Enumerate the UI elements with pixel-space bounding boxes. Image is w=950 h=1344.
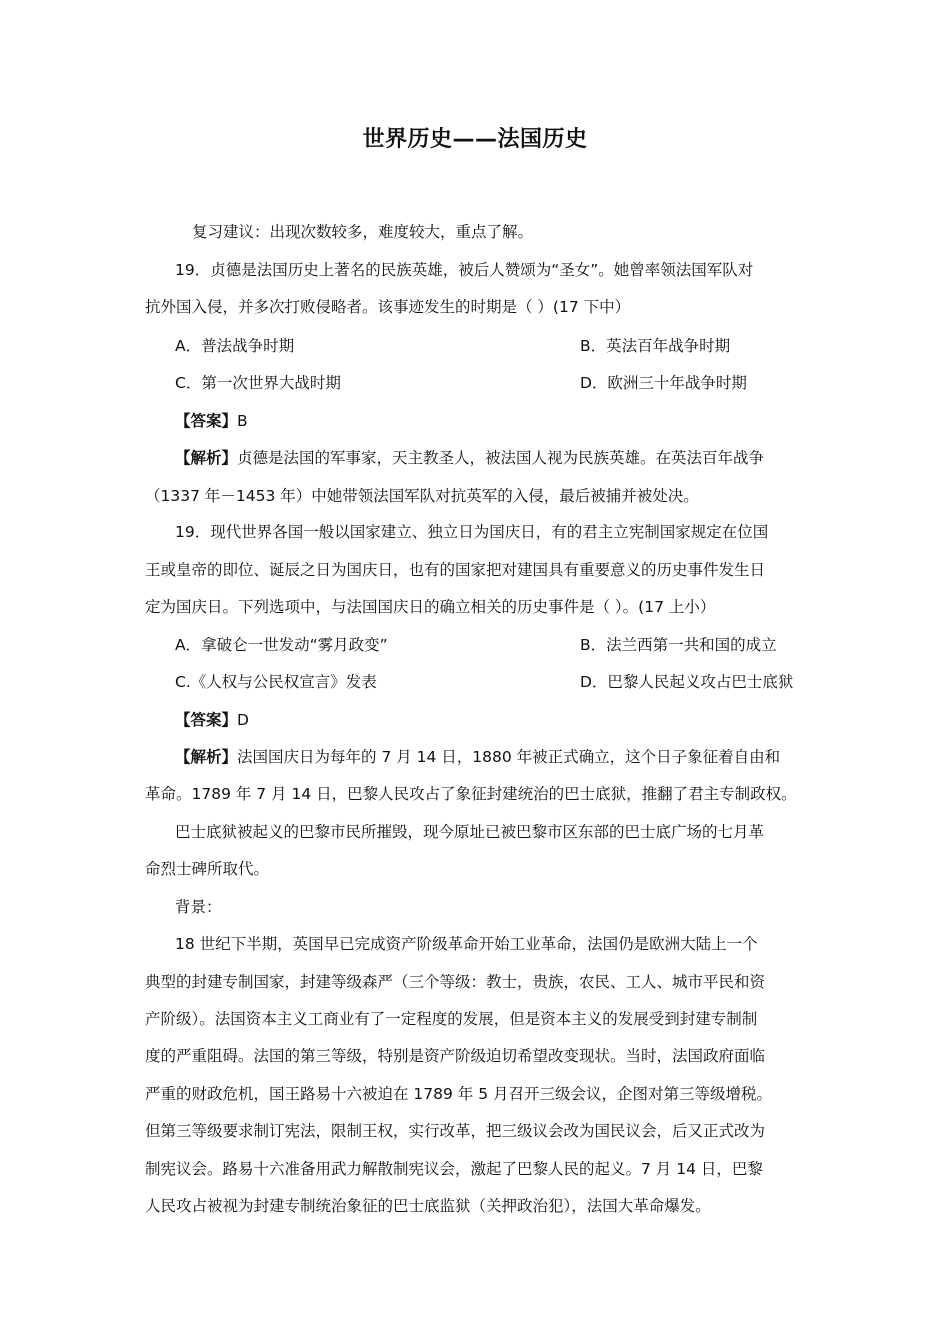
background-line-5: 严重的财政危机，国王路易十六被迫在 1789 年 5 月召开三级会议，企图对第三等级增税。: [145, 1085, 773, 1103]
q1-analysis-line-2: （1337 年－1453 年）中她带领法国军队对抗英军的入侵，最后被捕并被处决。: [145, 487, 699, 505]
background-line-3: 产阶级）。法国资本主义工商业有了一定程度的发展，但是资本主义的发展受到封建专制制: [145, 1010, 758, 1028]
background-line-6: 但第三等级要求制订宪法，限制王权，实行改革，把三级议会改为国民议会，后又正式改为: [145, 1122, 766, 1140]
q2-extra-line-2: 命烈士碑所取代。: [145, 860, 270, 878]
q1-option-b: B．英法百年战争时期: [580, 337, 731, 355]
q1-answer-value: B: [237, 412, 248, 430]
review-advice: 复习建议：出现次数较多，难度较大，重点了解。: [192, 223, 534, 241]
page-title: 世界历史——法国历史: [362, 127, 588, 152]
q1-option-c: C．第一次世界大战时期: [175, 374, 341, 392]
background-label: 背景：: [175, 898, 222, 916]
q1-stem-line-1: 19．贞德是法国历史上著名的民族英雄，被后人赞颂为“圣女”。她曾率领法国军队对: [175, 261, 754, 279]
q2-analysis-text-1: 法国国庆日为每年的 7 月 14 日，1880 年被正式确立，这个日子象征着自由和: [237, 748, 781, 766]
q2-answer-value: D: [237, 711, 249, 729]
background-line-2: 典型的封建专制国家，封建等级森严（三个等级：教士，贵族，农民、工人、城市平民和资: [145, 973, 766, 991]
q1-option-a: A．普法战争时期: [175, 337, 295, 355]
q2-extra-line-1: 巴士底狱被起义的巴黎市民所摧毁，现今原址已被巴黎市区东部的巴士底广场的七月革: [175, 823, 765, 841]
q1-analysis-text-1: 贞德是法国的军事家，天主教圣人，被法国人视为民族英雄。在英法百年战争: [237, 449, 765, 467]
background-line-7: 制宪议会。路易十六准备用武力解散制宪议会，激起了巴黎人民的起义。7 月 14 日，巴黎: [145, 1160, 763, 1178]
q2-stem-line-1: 19．现代世界各国一般以国家建立、独立日为国庆日，有的君主立宪制国家规定在位国: [175, 523, 769, 541]
q1-analysis-tag: 【解析】: [175, 449, 238, 467]
q2-option-c: C.《人权与公民权宣言》发表: [175, 673, 377, 691]
background-line-4: 度的严重阻碍。法国的第三等级，特别是资产阶级迫切希望改变现状。当时，法国政府面临: [145, 1047, 766, 1065]
q1-stem-line-2: 抗外国入侵，并多次打败侵略者。该事迹发生的时期是（ ）(17 下中）: [145, 298, 631, 316]
q2-analysis-line-2: 革命。1789 年 7 月 14 日，巴黎人民攻占了象征封建统治的巴士底狱，推翻了君主专制政权。: [145, 785, 797, 803]
q1-answer-tag: 【答案】: [175, 412, 238, 430]
q1-option-d: D．欧洲三十年战争时期: [580, 374, 747, 392]
q1-analysis-line-1: [175, 448, 810, 468]
q2-option-d: D．巴黎人民起义攻占巴士底狱: [580, 673, 794, 691]
background-line-1: 18 世纪下半期，英国早已完成资产阶级革命开始工业革命，法国仍是欧洲大陆上一个: [175, 935, 758, 953]
q2-answer: [175, 710, 810, 730]
q2-answer-tag: 【答案】: [175, 711, 238, 729]
q2-option-a: A．拿破仑一世发动“雾月政变”: [175, 636, 388, 654]
q1-answer: [175, 411, 810, 431]
background-line-8: 人民攻占被视为封建专制统治象征的巴士底监狱（关押政治犯），法国大革命爆发。: [145, 1197, 711, 1215]
q2-option-b: B．法兰西第一共和国的成立: [580, 636, 777, 654]
q2-analysis-line-1: [175, 747, 810, 767]
q2-analysis-tag: 【解析】: [175, 748, 238, 766]
q2-stem-line-2: 王或皇帝的即位、诞辰之日为国庆日，也有的国家把对建国具有重要意义的历史事件发生日: [145, 561, 766, 579]
q2-stem-line-3: 定为国庆日。下列选项中，与法国国庆日的确立相关的历史事件是（ ）。(17 上小）: [145, 598, 716, 616]
